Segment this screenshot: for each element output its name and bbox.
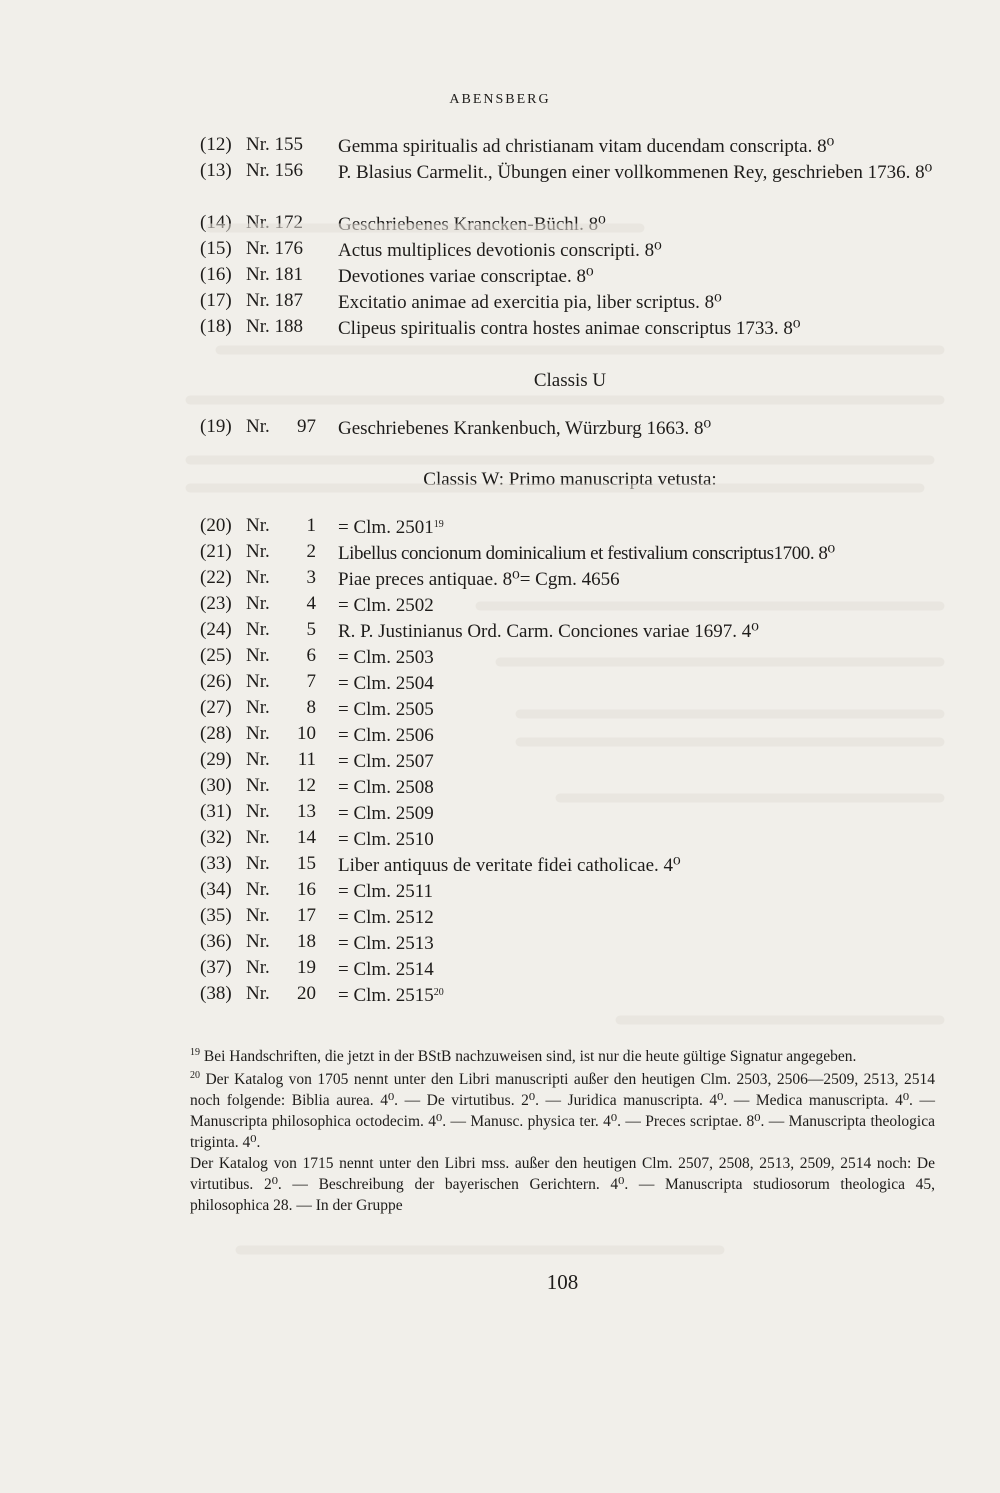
entry-description: = Clm. 2508 (338, 777, 434, 798)
entry-nr: Nr. (246, 827, 270, 848)
page-number: 108 (546, 1270, 579, 1294)
entry-description: = Clm. 2510 (338, 829, 434, 850)
running-head: ABENSBERG (449, 92, 551, 107)
entry-nr-value: 97 (297, 416, 316, 437)
entry-number: (35) (200, 905, 232, 926)
entry-number: (15) (200, 238, 232, 259)
entry-description: = Clm. 2513 (338, 933, 434, 954)
entry-nr-value: 5 (306, 619, 316, 640)
entry-nr-value: 15 (297, 853, 316, 874)
entry-number: (21) (200, 541, 232, 562)
entry-description: = Clm. 2503 (338, 647, 434, 668)
entry-number: (12) (200, 134, 232, 155)
entry-description: = Clm. 2509 (338, 803, 434, 824)
entry-nr-value: 10 (297, 723, 316, 744)
entry-number: (37) (200, 957, 232, 978)
entry-number: (38) (200, 983, 232, 1004)
entry-nr-value: 3 (306, 567, 316, 588)
entry-description: P. Blasius Carmelit., Übungen einer vollkommenen Rey, geschrieben 1736. 8⁰ (338, 162, 933, 183)
entry-number: (16) (200, 264, 232, 285)
entry-nr: Nr. (246, 593, 270, 614)
entry-nr: Nr. 155 (246, 134, 303, 155)
entry-description (338, 515, 940, 541)
footnotes (190, 1046, 935, 1216)
entry-number: (26) (200, 671, 232, 692)
entry-nr: Nr. 156 (246, 160, 303, 181)
footnote-ref: 20 (433, 987, 444, 998)
entry-number: (30) (200, 775, 232, 796)
entry-description (338, 983, 940, 1009)
entry-description: Geschriebenes Krancken-Büchl. 8⁰ (338, 214, 606, 235)
footnote-text: Der Katalog von 1715 nennt unter den Libri mss. außer den heutigen Clm. 2507, 2508, 2513, 2509, 2514 noch: De virtutibus. 2⁰. — Beschreibung der bayerischen Gerichtern. 4⁰. — Manuscripta studiosorum theologica 45, philosophica 28. — In der Gruppe (190, 1155, 935, 1214)
entry-nr: Nr. (246, 567, 270, 588)
footnote-mark: 19 (190, 1047, 200, 1058)
entry-nr: Nr. (246, 801, 270, 822)
entry-description: Piae preces antiquae. 8⁰= Cgm. 4656 (338, 569, 620, 590)
entry-nr: Nr. 188 (246, 316, 303, 337)
entry-nr-value: 12 (297, 775, 316, 796)
entry-number: (22) (200, 567, 232, 588)
entry-nr-value: 1 (306, 515, 316, 536)
entry-description: = Clm. 2504 (338, 673, 434, 694)
entry-nr: Nr. (246, 957, 270, 978)
entry-nr-value: 14 (297, 827, 316, 848)
entry-description: = Clm. 2511 (338, 881, 433, 902)
entry-nr-value: 13 (297, 801, 316, 822)
entry-description: = Clm. 2507 (338, 751, 434, 772)
entry-number: (20) (200, 515, 232, 536)
entry-description: = Clm. 2502 (338, 595, 434, 616)
entry-description: Actus multiplices devotionis conscripti. 8⁰ (338, 240, 662, 261)
entry-description: = Clm. 2514 (338, 959, 434, 980)
entry-nr-value: 20 (297, 983, 316, 1004)
entry-nr: Nr. (246, 905, 270, 926)
entry-nr: Nr. (246, 775, 270, 796)
entry-description: Libellus concionum dominicalium et festivalium conscriptus1700. 8⁰ (338, 543, 835, 564)
entry-nr-value: 6 (306, 645, 316, 666)
footnote-ref: 19 (433, 519, 444, 530)
entry-nr-value: 11 (297, 749, 316, 770)
entry-description: Gemma spiritualis ad christianam vitam ducendam conscripta. 8⁰ (338, 136, 835, 157)
entry-description: = Clm. 2506 (338, 725, 434, 746)
section-heading-classis-u: Classis U (533, 370, 607, 391)
entry-nr: Nr. (246, 541, 270, 562)
entry-nr-value: 2 (306, 541, 316, 562)
entry-nr-value: 7 (306, 671, 316, 692)
entry-number: (28) (200, 723, 232, 744)
entry-nr: Nr. (246, 515, 270, 536)
entry-description: Clipeus spiritualis contra hostes animae conscriptus 1733. 8⁰ (338, 318, 801, 339)
entry-number: (29) (200, 749, 232, 770)
entry-nr: Nr. (246, 645, 270, 666)
entry-number: (27) (200, 697, 232, 718)
entry-number: (23) (200, 593, 232, 614)
entry-nr: Nr. (246, 697, 270, 718)
entry-number: (13) (200, 160, 232, 181)
entry-nr-value: 4 (306, 593, 316, 614)
entry-number: (32) (200, 827, 232, 848)
entry-description: Liber antiquus de veritate fidei catholicae. 4⁰ (338, 855, 681, 876)
entry-number: (31) (200, 801, 232, 822)
section-heading-classis-w: Classis W: Primo manuscripta vetusta: (423, 469, 717, 490)
entry-description: Devotiones variae conscriptae. 8⁰ (338, 266, 594, 287)
entry-nr: Nr. 172 (246, 212, 303, 233)
entry-description: = Clm. 2505 (338, 699, 434, 720)
entry-nr: Nr. (246, 723, 270, 744)
entry-nr: Nr. (246, 879, 270, 900)
entry-nr: Nr. 176 (246, 238, 303, 259)
entry-number: (25) (200, 645, 232, 666)
entry-nr: Nr. 187 (246, 290, 303, 311)
entry-description-text: = Clm. 2501 (338, 517, 434, 538)
entry-description: = Clm. 2512 (338, 907, 434, 928)
entry-nr: Nr. (246, 931, 270, 952)
entry-nr-value: 17 (297, 905, 316, 926)
footnote-text: Der Katalog von 1705 nennt unter den Libri manuscripti außer den heutigen Clm. 2503, 2506—2509, 2513, 2514 noch folgende: Biblia aurea. 4⁰. — De virtutibus. 2⁰. — Juridica manuscripta. 4⁰. — Medica manuscripta. 4⁰. — Manuscripta philosophica octodecim. 4⁰. — Manusc. physica ter. 4⁰. — Preces scriptae. 8⁰. — Manuscripta theologica triginta. 4⁰. (190, 1071, 935, 1151)
entry-nr: Nr. (246, 749, 270, 770)
entry-nr: Nr. (246, 853, 270, 874)
entry-number: (14) (200, 212, 232, 233)
entry-description: Excitatio animae ad exercitia pia, liber scriptus. 8⁰ (338, 292, 722, 313)
entry-nr: Nr. (246, 671, 270, 692)
entry-nr: Nr. (246, 983, 270, 1004)
entry-nr: Nr. (246, 416, 270, 437)
entry-nr-value: 16 (297, 879, 316, 900)
entry-number: (17) (200, 290, 232, 311)
footnote-text: Bei Handschriften, die jetzt in der BStB nachzuweisen sind, ist nur die heute gültige Signatur angegeben. (200, 1048, 857, 1065)
entry-number: (36) (200, 931, 232, 952)
footnote (190, 1069, 935, 1153)
footnote-mark: 20 (190, 1070, 200, 1081)
footnote-continuation (190, 1153, 935, 1216)
entry-number: (18) (200, 316, 232, 337)
entry-nr-value: 18 (297, 931, 316, 952)
footnote (190, 1046, 935, 1067)
entry-number: (19) (200, 416, 232, 437)
entry-description-text: = Clm. 2515 (338, 985, 434, 1006)
entry-nr-value: 8 (306, 697, 316, 718)
entry-description: R. P. Justinianus Ord. Carm. Conciones variae 1697. 4⁰ (338, 621, 759, 642)
entry-nr: Nr. 181 (246, 264, 303, 285)
entry-number: (34) (200, 879, 232, 900)
entry-number: (24) (200, 619, 232, 640)
entry-nr: Nr. (246, 619, 270, 640)
entry-number: (33) (200, 853, 232, 874)
entry-description: Geschriebenes Krankenbuch, Würzburg 1663. 8⁰ (338, 418, 712, 439)
entry-nr-value: 19 (297, 957, 316, 978)
